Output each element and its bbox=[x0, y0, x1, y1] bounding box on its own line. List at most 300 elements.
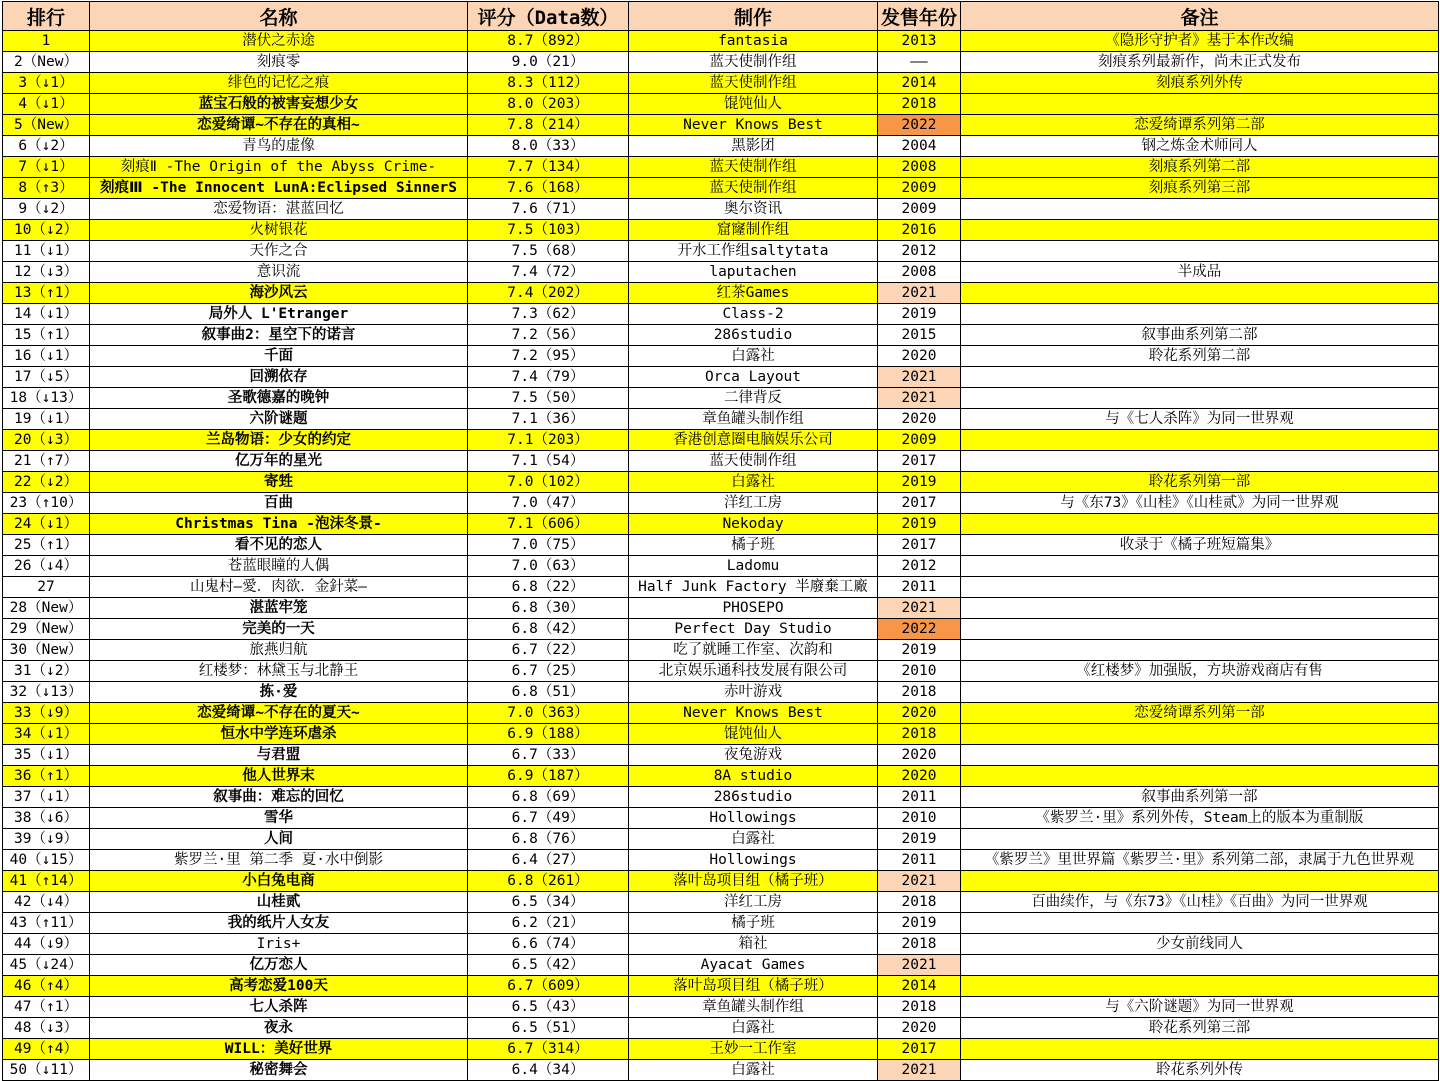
year-cell[interactable]: 2021 bbox=[878, 871, 961, 892]
year-cell[interactable]: 2018 bbox=[878, 892, 961, 913]
name-cell[interactable]: 红楼梦：林黛玉与北静王 bbox=[90, 661, 468, 682]
note-cell[interactable] bbox=[961, 913, 1439, 934]
rating-cell[interactable]: 6.7（22） bbox=[468, 640, 629, 661]
year-cell[interactable]: —— bbox=[878, 52, 961, 73]
name-cell[interactable]: 刻痕Ⅱ -The Origin of the Abyss Crime- bbox=[90, 157, 468, 178]
rank-cell[interactable]: 39（↓9） bbox=[3, 829, 90, 850]
year-cell[interactable]: 2021 bbox=[878, 283, 961, 304]
rank-cell[interactable]: 38（↓6） bbox=[3, 808, 90, 829]
year-cell[interactable]: 2021 bbox=[878, 367, 961, 388]
note-cell[interactable]: 恋爱绮谭系列第一部 bbox=[961, 703, 1439, 724]
rating-cell[interactable]: 6.9（187） bbox=[468, 766, 629, 787]
maker-cell[interactable]: Never Knows Best bbox=[629, 115, 878, 136]
rating-cell[interactable]: 6.4（27） bbox=[468, 850, 629, 871]
rating-cell[interactable]: 7.2（56） bbox=[468, 325, 629, 346]
name-cell[interactable]: 湛蓝牢笼 bbox=[90, 598, 468, 619]
year-cell[interactable]: 2014 bbox=[878, 976, 961, 997]
rating-cell[interactable]: 6.5（43） bbox=[468, 997, 629, 1018]
name-cell[interactable]: 刻痕零 bbox=[90, 52, 468, 73]
rank-cell[interactable]: 14（↓1） bbox=[3, 304, 90, 325]
name-cell[interactable]: 亿万年的星光 bbox=[90, 451, 468, 472]
rating-cell[interactable]: 7.5（50） bbox=[468, 388, 629, 409]
year-cell[interactable]: 2011 bbox=[878, 787, 961, 808]
year-cell[interactable]: 2010 bbox=[878, 808, 961, 829]
rating-cell[interactable]: 6.8（42） bbox=[468, 619, 629, 640]
rank-cell[interactable]: 49（↑4） bbox=[3, 1039, 90, 1060]
year-cell[interactable]: 2015 bbox=[878, 325, 961, 346]
year-cell[interactable]: 2020 bbox=[878, 346, 961, 367]
note-cell[interactable]: 刻痕系列第二部 bbox=[961, 157, 1439, 178]
note-cell[interactable] bbox=[961, 682, 1439, 703]
maker-cell[interactable]: 白露社 bbox=[629, 1018, 878, 1039]
header-cell-name[interactable]: 名称 bbox=[90, 2, 468, 31]
year-cell[interactable]: 2020 bbox=[878, 1018, 961, 1039]
rating-cell[interactable]: 6.5（34） bbox=[468, 892, 629, 913]
year-cell[interactable]: 2020 bbox=[878, 745, 961, 766]
rating-cell[interactable]: 8.3（112） bbox=[468, 73, 629, 94]
maker-cell[interactable]: 香港创意圈电脑娱乐公司 bbox=[629, 430, 878, 451]
year-cell[interactable]: 2009 bbox=[878, 430, 961, 451]
rank-cell[interactable]: 6（↓2） bbox=[3, 136, 90, 157]
maker-cell[interactable]: laputachen bbox=[629, 262, 878, 283]
header-cell-rank[interactable]: 排行 bbox=[3, 2, 90, 31]
year-cell[interactable]: 2021 bbox=[878, 388, 961, 409]
year-cell[interactable]: 2019 bbox=[878, 829, 961, 850]
note-cell[interactable] bbox=[961, 1039, 1439, 1060]
name-cell[interactable]: 看不见的恋人 bbox=[90, 535, 468, 556]
note-cell[interactable] bbox=[961, 976, 1439, 997]
name-cell[interactable]: WILL：美好世界 bbox=[90, 1039, 468, 1060]
maker-cell[interactable]: 章鱼罐头制作组 bbox=[629, 409, 878, 430]
note-cell[interactable] bbox=[961, 514, 1439, 535]
maker-cell[interactable]: 窟窿制作组 bbox=[629, 220, 878, 241]
name-cell[interactable]: 人间 bbox=[90, 829, 468, 850]
rank-cell[interactable]: 10（↓2） bbox=[3, 220, 90, 241]
note-cell[interactable]: 恋爱绮谭系列第二部 bbox=[961, 115, 1439, 136]
rating-cell[interactable]: 7.0（47） bbox=[468, 493, 629, 514]
year-cell[interactable]: 2020 bbox=[878, 409, 961, 430]
year-cell[interactable]: 2022 bbox=[878, 619, 961, 640]
rank-cell[interactable]: 12（↓3） bbox=[3, 262, 90, 283]
rating-cell[interactable]: 6.8（261） bbox=[468, 871, 629, 892]
note-cell[interactable] bbox=[961, 388, 1439, 409]
note-cell[interactable] bbox=[961, 766, 1439, 787]
maker-cell[interactable]: fantasia bbox=[629, 31, 878, 52]
maker-cell[interactable]: 二律背反 bbox=[629, 388, 878, 409]
name-cell[interactable]: 刻痕Ⅲ -The Innocent LunA:Eclipsed SinnerS bbox=[90, 178, 468, 199]
maker-cell[interactable]: 洋红工房 bbox=[629, 892, 878, 913]
note-cell[interactable] bbox=[961, 304, 1439, 325]
rank-cell[interactable]: 20（↓3） bbox=[3, 430, 90, 451]
maker-cell[interactable]: 红茶Games bbox=[629, 283, 878, 304]
rating-cell[interactable]: 7.1（36） bbox=[468, 409, 629, 430]
note-cell[interactable]: 刻痕系列第三部 bbox=[961, 178, 1439, 199]
year-cell[interactable]: 2021 bbox=[878, 1060, 961, 1081]
name-cell[interactable]: 我的纸片人女友 bbox=[90, 913, 468, 934]
name-cell[interactable]: 恒水中学连环虐杀 bbox=[90, 724, 468, 745]
note-cell[interactable]: 刻痕系列外传 bbox=[961, 73, 1439, 94]
rank-cell[interactable]: 47（↑1） bbox=[3, 997, 90, 1018]
name-cell[interactable]: Christmas Tina -泡沫冬景- bbox=[90, 514, 468, 535]
name-cell[interactable]: 兰岛物语：少女的约定 bbox=[90, 430, 468, 451]
maker-cell[interactable]: 章鱼罐头制作组 bbox=[629, 997, 878, 1018]
rank-cell[interactable]: 16（↓1） bbox=[3, 346, 90, 367]
name-cell[interactable]: 恋爱物语：湛蓝回忆 bbox=[90, 199, 468, 220]
rating-cell[interactable]: 8.7（892） bbox=[468, 31, 629, 52]
rank-cell[interactable]: 43（↑11） bbox=[3, 913, 90, 934]
name-cell[interactable]: 六阶谜题 bbox=[90, 409, 468, 430]
note-cell[interactable]: 半成品 bbox=[961, 262, 1439, 283]
note-cell[interactable] bbox=[961, 241, 1439, 262]
rating-cell[interactable]: 6.5（51） bbox=[468, 1018, 629, 1039]
maker-cell[interactable]: Perfect Day Studio bbox=[629, 619, 878, 640]
note-cell[interactable] bbox=[961, 829, 1439, 850]
rating-cell[interactable]: 7.2（95） bbox=[468, 346, 629, 367]
rank-cell[interactable]: 15（↑1） bbox=[3, 325, 90, 346]
name-cell[interactable]: 叙事曲：难忘的回忆 bbox=[90, 787, 468, 808]
maker-cell[interactable]: 白露社 bbox=[629, 1060, 878, 1081]
rank-cell[interactable]: 13（↑1） bbox=[3, 283, 90, 304]
note-cell[interactable]: 钢之炼金术师同人 bbox=[961, 136, 1439, 157]
name-cell[interactable]: 叙事曲2：星空下的诺言 bbox=[90, 325, 468, 346]
year-cell[interactable]: 2019 bbox=[878, 640, 961, 661]
rating-cell[interactable]: 6.8（69） bbox=[468, 787, 629, 808]
header-cell-note[interactable]: 备注 bbox=[961, 2, 1439, 31]
rating-cell[interactable]: 9.0（21） bbox=[468, 52, 629, 73]
name-cell[interactable]: 绯色的记忆之痕 bbox=[90, 73, 468, 94]
note-cell[interactable] bbox=[961, 556, 1439, 577]
rank-cell[interactable]: 24（↓1） bbox=[3, 514, 90, 535]
rating-cell[interactable]: 7.0（63） bbox=[468, 556, 629, 577]
rating-cell[interactable]: 6.5（42） bbox=[468, 955, 629, 976]
rank-cell[interactable]: 27 bbox=[3, 577, 90, 598]
maker-cell[interactable]: 橘子班 bbox=[629, 913, 878, 934]
note-cell[interactable]: 《红楼梦》加强版，方块游戏商店有售 bbox=[961, 661, 1439, 682]
name-cell[interactable]: 完美的一天 bbox=[90, 619, 468, 640]
name-cell[interactable]: 七人杀阵 bbox=[90, 997, 468, 1018]
header-cell-maker[interactable]: 制作 bbox=[629, 2, 878, 31]
name-cell[interactable]: Iris+ bbox=[90, 934, 468, 955]
rank-cell[interactable]: 26（↓4） bbox=[3, 556, 90, 577]
maker-cell[interactable]: 蓝天使制作组 bbox=[629, 451, 878, 472]
maker-cell[interactable]: 286studio bbox=[629, 325, 878, 346]
year-cell[interactable]: 2008 bbox=[878, 262, 961, 283]
year-cell[interactable]: 2017 bbox=[878, 535, 961, 556]
note-cell[interactable]: 《紫罗兰·里》系列外传，Steam上的版本为重制版 bbox=[961, 808, 1439, 829]
rating-cell[interactable]: 7.1（606） bbox=[468, 514, 629, 535]
name-cell[interactable]: 秘密舞会 bbox=[90, 1060, 468, 1081]
rank-cell[interactable]: 28（New） bbox=[3, 598, 90, 619]
year-cell[interactable]: 2012 bbox=[878, 241, 961, 262]
rating-cell[interactable]: 6.7（609） bbox=[468, 976, 629, 997]
rank-cell[interactable]: 3（↓1） bbox=[3, 73, 90, 94]
rank-cell[interactable]: 19（↓1） bbox=[3, 409, 90, 430]
maker-cell[interactable]: 蓝天使制作组 bbox=[629, 52, 878, 73]
name-cell[interactable]: 潜伏之赤途 bbox=[90, 31, 468, 52]
name-cell[interactable]: 恋爱绮谭~不存在的夏天~ bbox=[90, 703, 468, 724]
maker-cell[interactable]: 北京娱乐通科技发展有限公司 bbox=[629, 661, 878, 682]
rating-cell[interactable]: 7.7（134） bbox=[468, 157, 629, 178]
name-cell[interactable]: 恋爱绮谭~不存在的真相~ bbox=[90, 115, 468, 136]
note-cell[interactable] bbox=[961, 598, 1439, 619]
maker-cell[interactable]: 馄饨仙人 bbox=[629, 94, 878, 115]
name-cell[interactable]: 苍蓝眼瞳的人偶 bbox=[90, 556, 468, 577]
rating-cell[interactable]: 6.7（33） bbox=[468, 745, 629, 766]
header-cell-year[interactable]: 发售年份 bbox=[878, 2, 961, 31]
year-cell[interactable]: 2004 bbox=[878, 136, 961, 157]
note-cell[interactable] bbox=[961, 199, 1439, 220]
note-cell[interactable]: 与《六阶谜题》为同一世界观 bbox=[961, 997, 1439, 1018]
name-cell[interactable]: 拣·爱 bbox=[90, 682, 468, 703]
rating-cell[interactable]: 7.4（72） bbox=[468, 262, 629, 283]
rank-cell[interactable]: 42（↓4） bbox=[3, 892, 90, 913]
year-cell[interactable]: 2019 bbox=[878, 472, 961, 493]
note-cell[interactable] bbox=[961, 367, 1439, 388]
rating-cell[interactable]: 6.4（34） bbox=[468, 1060, 629, 1081]
rating-cell[interactable]: 8.0（33） bbox=[468, 136, 629, 157]
note-cell[interactable]: 少女前线同人 bbox=[961, 934, 1439, 955]
name-cell[interactable]: 山桂贰 bbox=[90, 892, 468, 913]
year-cell[interactable]: 2019 bbox=[878, 304, 961, 325]
name-cell[interactable]: 局外人 L'Etranger bbox=[90, 304, 468, 325]
year-cell[interactable]: 2009 bbox=[878, 199, 961, 220]
rank-cell[interactable]: 17（↓5） bbox=[3, 367, 90, 388]
rating-cell[interactable]: 7.5（103） bbox=[468, 220, 629, 241]
maker-cell[interactable]: 黑影团 bbox=[629, 136, 878, 157]
name-cell[interactable]: 他人世界末 bbox=[90, 766, 468, 787]
rank-cell[interactable]: 22（↓2） bbox=[3, 472, 90, 493]
maker-cell[interactable]: 箱社 bbox=[629, 934, 878, 955]
name-cell[interactable]: 回溯依存 bbox=[90, 367, 468, 388]
rating-cell[interactable]: 7.3（62） bbox=[468, 304, 629, 325]
note-cell[interactable] bbox=[961, 619, 1439, 640]
rating-cell[interactable]: 6.8（22） bbox=[468, 577, 629, 598]
maker-cell[interactable]: 馄饨仙人 bbox=[629, 724, 878, 745]
note-cell[interactable] bbox=[961, 577, 1439, 598]
rating-cell[interactable]: 6.8（30） bbox=[468, 598, 629, 619]
rating-cell[interactable]: 7.8（214） bbox=[468, 115, 629, 136]
note-cell[interactable] bbox=[961, 745, 1439, 766]
rank-cell[interactable]: 50（↓11） bbox=[3, 1060, 90, 1081]
year-cell[interactable]: 2011 bbox=[878, 577, 961, 598]
rating-cell[interactable]: 6.8（76） bbox=[468, 829, 629, 850]
year-cell[interactable]: 2018 bbox=[878, 682, 961, 703]
maker-cell[interactable]: 夜兔游戏 bbox=[629, 745, 878, 766]
name-cell[interactable]: 天作之合 bbox=[90, 241, 468, 262]
name-cell[interactable]: 与君盟 bbox=[90, 745, 468, 766]
year-cell[interactable]: 2017 bbox=[878, 493, 961, 514]
year-cell[interactable]: 2017 bbox=[878, 451, 961, 472]
maker-cell[interactable]: 蓝天使制作组 bbox=[629, 157, 878, 178]
rank-cell[interactable]: 5（New） bbox=[3, 115, 90, 136]
rank-cell[interactable]: 45（↓24） bbox=[3, 955, 90, 976]
maker-cell[interactable]: 蓝天使制作组 bbox=[629, 73, 878, 94]
rating-cell[interactable]: 7.1（203） bbox=[468, 430, 629, 451]
rank-cell[interactable]: 18（↓13） bbox=[3, 388, 90, 409]
maker-cell[interactable]: 落叶岛项目组（橘子班） bbox=[629, 871, 878, 892]
note-cell[interactable]: 聆花系列第一部 bbox=[961, 472, 1439, 493]
note-cell[interactable] bbox=[961, 955, 1439, 976]
maker-cell[interactable]: 白露社 bbox=[629, 346, 878, 367]
rating-cell[interactable]: 7.6（168） bbox=[468, 178, 629, 199]
note-cell[interactable]: 聆花系列第二部 bbox=[961, 346, 1439, 367]
rank-cell[interactable]: 1 bbox=[3, 31, 90, 52]
note-cell[interactable]: 叙事曲系列第二部 bbox=[961, 325, 1439, 346]
note-cell[interactable] bbox=[961, 451, 1439, 472]
year-cell[interactable]: 2017 bbox=[878, 1039, 961, 1060]
year-cell[interactable]: 2013 bbox=[878, 31, 961, 52]
year-cell[interactable]: 2018 bbox=[878, 997, 961, 1018]
rank-cell[interactable]: 7（↓1） bbox=[3, 157, 90, 178]
year-cell[interactable]: 2014 bbox=[878, 73, 961, 94]
note-cell[interactable] bbox=[961, 724, 1439, 745]
rank-cell[interactable]: 36（↑1） bbox=[3, 766, 90, 787]
rating-cell[interactable]: 6.7（49） bbox=[468, 808, 629, 829]
maker-cell[interactable]: 吃了就睡工作室、次韵和 bbox=[629, 640, 878, 661]
rank-cell[interactable]: 48（↓3） bbox=[3, 1018, 90, 1039]
year-cell[interactable]: 2018 bbox=[878, 934, 961, 955]
note-cell[interactable] bbox=[961, 640, 1439, 661]
rating-cell[interactable]: 7.6（71） bbox=[468, 199, 629, 220]
name-cell[interactable]: 百曲 bbox=[90, 493, 468, 514]
rating-cell[interactable]: 6.7（25） bbox=[468, 661, 629, 682]
rating-cell[interactable]: 7.0（75） bbox=[468, 535, 629, 556]
note-cell[interactable]: 百曲续作，与《东73》《山桂》《百曲》为同一世界观 bbox=[961, 892, 1439, 913]
name-cell[interactable]: 山鬼村—愛．肉欲．金針菜— bbox=[90, 577, 468, 598]
year-cell[interactable]: 2020 bbox=[878, 766, 961, 787]
maker-cell[interactable]: Orca Layout bbox=[629, 367, 878, 388]
rating-cell[interactable]: 6.8（51） bbox=[468, 682, 629, 703]
note-cell[interactable]: 刻痕系列最新作，尚未正式发布 bbox=[961, 52, 1439, 73]
rating-cell[interactable]: 6.7（314） bbox=[468, 1039, 629, 1060]
year-cell[interactable]: 2022 bbox=[878, 115, 961, 136]
year-cell[interactable]: 2019 bbox=[878, 514, 961, 535]
rank-cell[interactable]: 31（↓2） bbox=[3, 661, 90, 682]
note-cell[interactable]: 叙事曲系列第一部 bbox=[961, 787, 1439, 808]
note-cell[interactable] bbox=[961, 220, 1439, 241]
rank-cell[interactable]: 9（↓2） bbox=[3, 199, 90, 220]
maker-cell[interactable]: Hollowings bbox=[629, 808, 878, 829]
rank-cell[interactable]: 23（↑10） bbox=[3, 493, 90, 514]
name-cell[interactable]: 高考恋爱100天 bbox=[90, 976, 468, 997]
name-cell[interactable]: 雪华 bbox=[90, 808, 468, 829]
maker-cell[interactable]: 橘子班 bbox=[629, 535, 878, 556]
maker-cell[interactable]: Ayacat Games bbox=[629, 955, 878, 976]
rank-cell[interactable]: 29（New） bbox=[3, 619, 90, 640]
note-cell[interactable]: 《紫罗兰》里世界篇《紫罗兰·里》系列第二部，隶属于九色世界观 bbox=[961, 850, 1439, 871]
maker-cell[interactable]: 白露社 bbox=[629, 472, 878, 493]
rank-cell[interactable]: 40（↓15） bbox=[3, 850, 90, 871]
name-cell[interactable]: 意识流 bbox=[90, 262, 468, 283]
rank-cell[interactable]: 21（↑7） bbox=[3, 451, 90, 472]
maker-cell[interactable]: 白露社 bbox=[629, 829, 878, 850]
name-cell[interactable]: 火树银花 bbox=[90, 220, 468, 241]
year-cell[interactable]: 2012 bbox=[878, 556, 961, 577]
year-cell[interactable]: 2021 bbox=[878, 955, 961, 976]
maker-cell[interactable]: Nekoday bbox=[629, 514, 878, 535]
rank-cell[interactable]: 11（↓1） bbox=[3, 241, 90, 262]
note-cell[interactable] bbox=[961, 430, 1439, 451]
maker-cell[interactable]: 开水工作组saltytata bbox=[629, 241, 878, 262]
note-cell[interactable]: 聆花系列外传 bbox=[961, 1060, 1439, 1081]
rank-cell[interactable]: 46（↑4） bbox=[3, 976, 90, 997]
rating-cell[interactable]: 6.9（188） bbox=[468, 724, 629, 745]
rank-cell[interactable]: 8（↑3） bbox=[3, 178, 90, 199]
year-cell[interactable]: 2008 bbox=[878, 157, 961, 178]
rating-cell[interactable]: 6.6（74） bbox=[468, 934, 629, 955]
note-cell[interactable]: 《隐形守护者》基于本作改编 bbox=[961, 31, 1439, 52]
rank-cell[interactable]: 44（↓9） bbox=[3, 934, 90, 955]
rank-cell[interactable]: 30（New） bbox=[3, 640, 90, 661]
rank-cell[interactable]: 35（↓1） bbox=[3, 745, 90, 766]
maker-cell[interactable]: 蓝天使制作组 bbox=[629, 178, 878, 199]
rating-cell[interactable]: 7.5（68） bbox=[468, 241, 629, 262]
maker-cell[interactable]: Never Knows Best bbox=[629, 703, 878, 724]
note-cell[interactable] bbox=[961, 871, 1439, 892]
maker-cell[interactable]: 赤叶游戏 bbox=[629, 682, 878, 703]
header-cell-rating[interactable]: 评分（Data数） bbox=[468, 2, 629, 31]
maker-cell[interactable]: 洋红工房 bbox=[629, 493, 878, 514]
name-cell[interactable]: 千面 bbox=[90, 346, 468, 367]
rank-cell[interactable]: 4（↓1） bbox=[3, 94, 90, 115]
name-cell[interactable]: 小白兔电商 bbox=[90, 871, 468, 892]
name-cell[interactable]: 紫罗兰·里 第二季 夏·水中倒影 bbox=[90, 850, 468, 871]
rank-cell[interactable]: 32（↓13） bbox=[3, 682, 90, 703]
name-cell[interactable]: 蓝宝石般的被害妄想少女 bbox=[90, 94, 468, 115]
note-cell[interactable]: 收录于《橘子班短篇集》 bbox=[961, 535, 1439, 556]
maker-cell[interactable]: 286studio bbox=[629, 787, 878, 808]
rank-cell[interactable]: 25（↑1） bbox=[3, 535, 90, 556]
note-cell[interactable] bbox=[961, 283, 1439, 304]
rating-cell[interactable]: 7.1（54） bbox=[468, 451, 629, 472]
maker-cell[interactable]: Hollowings bbox=[629, 850, 878, 871]
name-cell[interactable]: 海沙风云 bbox=[90, 283, 468, 304]
name-cell[interactable]: 夜永 bbox=[90, 1018, 468, 1039]
name-cell[interactable]: 寄甡 bbox=[90, 472, 468, 493]
rating-cell[interactable]: 7.0（102） bbox=[468, 472, 629, 493]
year-cell[interactable]: 2019 bbox=[878, 913, 961, 934]
note-cell[interactable] bbox=[961, 94, 1439, 115]
name-cell[interactable]: 青鸟的虚像 bbox=[90, 136, 468, 157]
year-cell[interactable]: 2021 bbox=[878, 598, 961, 619]
year-cell[interactable]: 2020 bbox=[878, 703, 961, 724]
rank-cell[interactable]: 2（New） bbox=[3, 52, 90, 73]
maker-cell[interactable]: Class-2 bbox=[629, 304, 878, 325]
rank-cell[interactable]: 37（↓1） bbox=[3, 787, 90, 808]
rank-cell[interactable]: 34（↓1） bbox=[3, 724, 90, 745]
note-cell[interactable]: 与《东73》《山桂》《山桂贰》为同一世界观 bbox=[961, 493, 1439, 514]
year-cell[interactable]: 2018 bbox=[878, 724, 961, 745]
year-cell[interactable]: 2010 bbox=[878, 661, 961, 682]
maker-cell[interactable]: Half Junk Factory 半廢棄工廠 bbox=[629, 577, 878, 598]
year-cell[interactable]: 2016 bbox=[878, 220, 961, 241]
rating-cell[interactable]: 7.4（79） bbox=[468, 367, 629, 388]
rating-cell[interactable]: 7.4（202） bbox=[468, 283, 629, 304]
rank-cell[interactable]: 33（↓9） bbox=[3, 703, 90, 724]
rating-cell[interactable]: 7.0（363） bbox=[468, 703, 629, 724]
name-cell[interactable]: 圣歌德嘉的晚钟 bbox=[90, 388, 468, 409]
maker-cell[interactable]: 奥尔资讯 bbox=[629, 199, 878, 220]
maker-cell[interactable]: 8A studio bbox=[629, 766, 878, 787]
rating-cell[interactable]: 6.2（21） bbox=[468, 913, 629, 934]
name-cell[interactable]: 旅燕归航 bbox=[90, 640, 468, 661]
note-cell[interactable]: 与《七人杀阵》为同一世界观 bbox=[961, 409, 1439, 430]
maker-cell[interactable]: PHOSEPO bbox=[629, 598, 878, 619]
maker-cell[interactable]: Ladomu bbox=[629, 556, 878, 577]
rank-cell[interactable]: 41（↑14） bbox=[3, 871, 90, 892]
name-cell[interactable]: 亿万恋人 bbox=[90, 955, 468, 976]
year-cell[interactable]: 2018 bbox=[878, 94, 961, 115]
